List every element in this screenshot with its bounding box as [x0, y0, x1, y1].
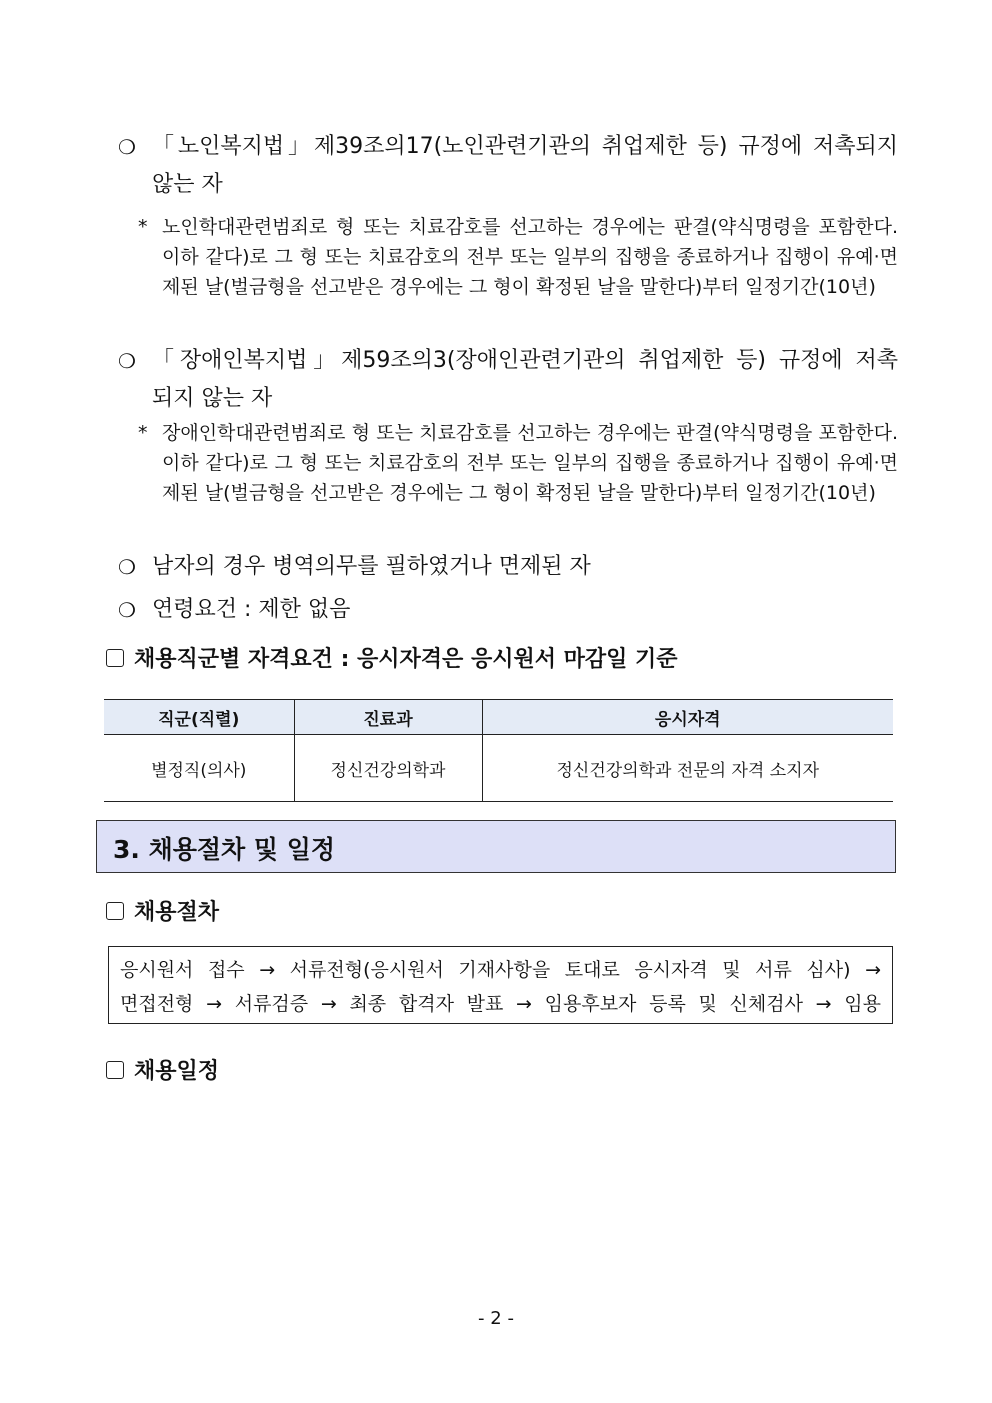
process-flow-line: 응시원서 접수 → 서류전형(응시원서 기재사항을 토대로 응시자격 및 서류 심사) → [120, 959, 881, 981]
table-cell: 정신건강의학과 [294, 735, 482, 802]
requirement-text: 연령요건 : 제한 없음 [152, 597, 351, 622]
qualifications-heading [106, 644, 678, 676]
circle-bullet-icon: ❍ [118, 349, 136, 373]
footnote-text: 노인학대관련범죄로 형 또는 치료감호를 선고하는 경우에는 판결(약식명령을 포함한다. 이하 같다)로 그 형 또는 치료감호의 전부 또는 일부의 집행을 종료하거나 집행이 유예·면제된 날(벌금형을 선고받은 경우에는 그 형이 확정된 날을 말한다)부터 일정기간(10년) [162, 216, 898, 298]
process-flow-box [108, 946, 893, 1024]
circle-bullet-icon: ❍ [118, 598, 136, 622]
requirement-item [118, 342, 898, 418]
schedule-heading [106, 1056, 219, 1088]
table-header-cell: 직군(직렬) [104, 700, 294, 735]
requirement-text-line: 않는 자 [152, 172, 223, 197]
process-heading-text: 채용절차 [134, 900, 220, 925]
requirement-text-line: 「장애인복지법」제59조의3(장애인관련기관의 취업제한 등) 규정에 저촉 [152, 348, 898, 373]
table-row [104, 735, 893, 802]
table-header-row [104, 700, 893, 735]
circle-bullet-icon: ❍ [118, 555, 136, 579]
requirement-item [118, 128, 898, 204]
checkbox-square-icon [106, 902, 124, 920]
requirement-text [152, 342, 898, 418]
requirement-item [118, 548, 898, 586]
footnote [138, 212, 898, 302]
process-flow-line: 면접전형 → 서류검증 → 최종 합격자 발표 → 임용후보자 등록 및 신체검사 → 임용 [120, 993, 881, 1015]
qualifications-heading-text: 채용직군별 자격요건 : 응시자격은 응시원서 마감일 기준 [134, 647, 678, 672]
requirement-text-line: 「노인복지법」제39조의17(노인관련기관의 취업제한 등) 규정에 저촉되지 [152, 134, 898, 159]
section-title: 3. 채용절차 및 일정 [113, 835, 336, 864]
table-header-cell: 진료과 [294, 700, 482, 735]
footnote [138, 418, 898, 508]
circle-bullet-icon: ❍ [118, 135, 136, 159]
table-cell: 별정직(의사) [104, 735, 294, 802]
checkbox-square-icon [106, 1061, 124, 1079]
asterisk-icon: * [138, 216, 148, 238]
requirement-text: 남자의 경우 병역의무를 필하였거나 면제된 자 [152, 554, 591, 579]
qualifications-table [104, 699, 893, 802]
page-number: - 2 - [478, 1308, 514, 1329]
schedule-heading-text: 채용일정 [134, 1059, 220, 1084]
footnote-text: 장애인학대관련범죄로 형 또는 치료감호를 선고하는 경우에는 판결(약식명령을 포함한다. 이하 같다)로 그 형 또는 치료감호의 전부 또는 일부의 집행을 종료하거나 집행이 유예·면제된 날(벌금형을 선고받은 경우에는 그 형이 확정된 날을 말한다)부터 일정기간(10년) [162, 422, 898, 504]
table-cell: 정신건강의학과 전문의 자격 소지자 [482, 735, 893, 802]
process-heading [106, 897, 219, 929]
requirement-text-line: 되지 않는 자 [152, 386, 273, 411]
table-header-cell: 응시자격 [482, 700, 893, 735]
requirement-text [152, 128, 898, 204]
section-heading-bar [96, 820, 896, 873]
requirement-item [118, 591, 898, 629]
checkbox-square-icon [106, 649, 124, 667]
asterisk-icon: * [138, 422, 148, 444]
